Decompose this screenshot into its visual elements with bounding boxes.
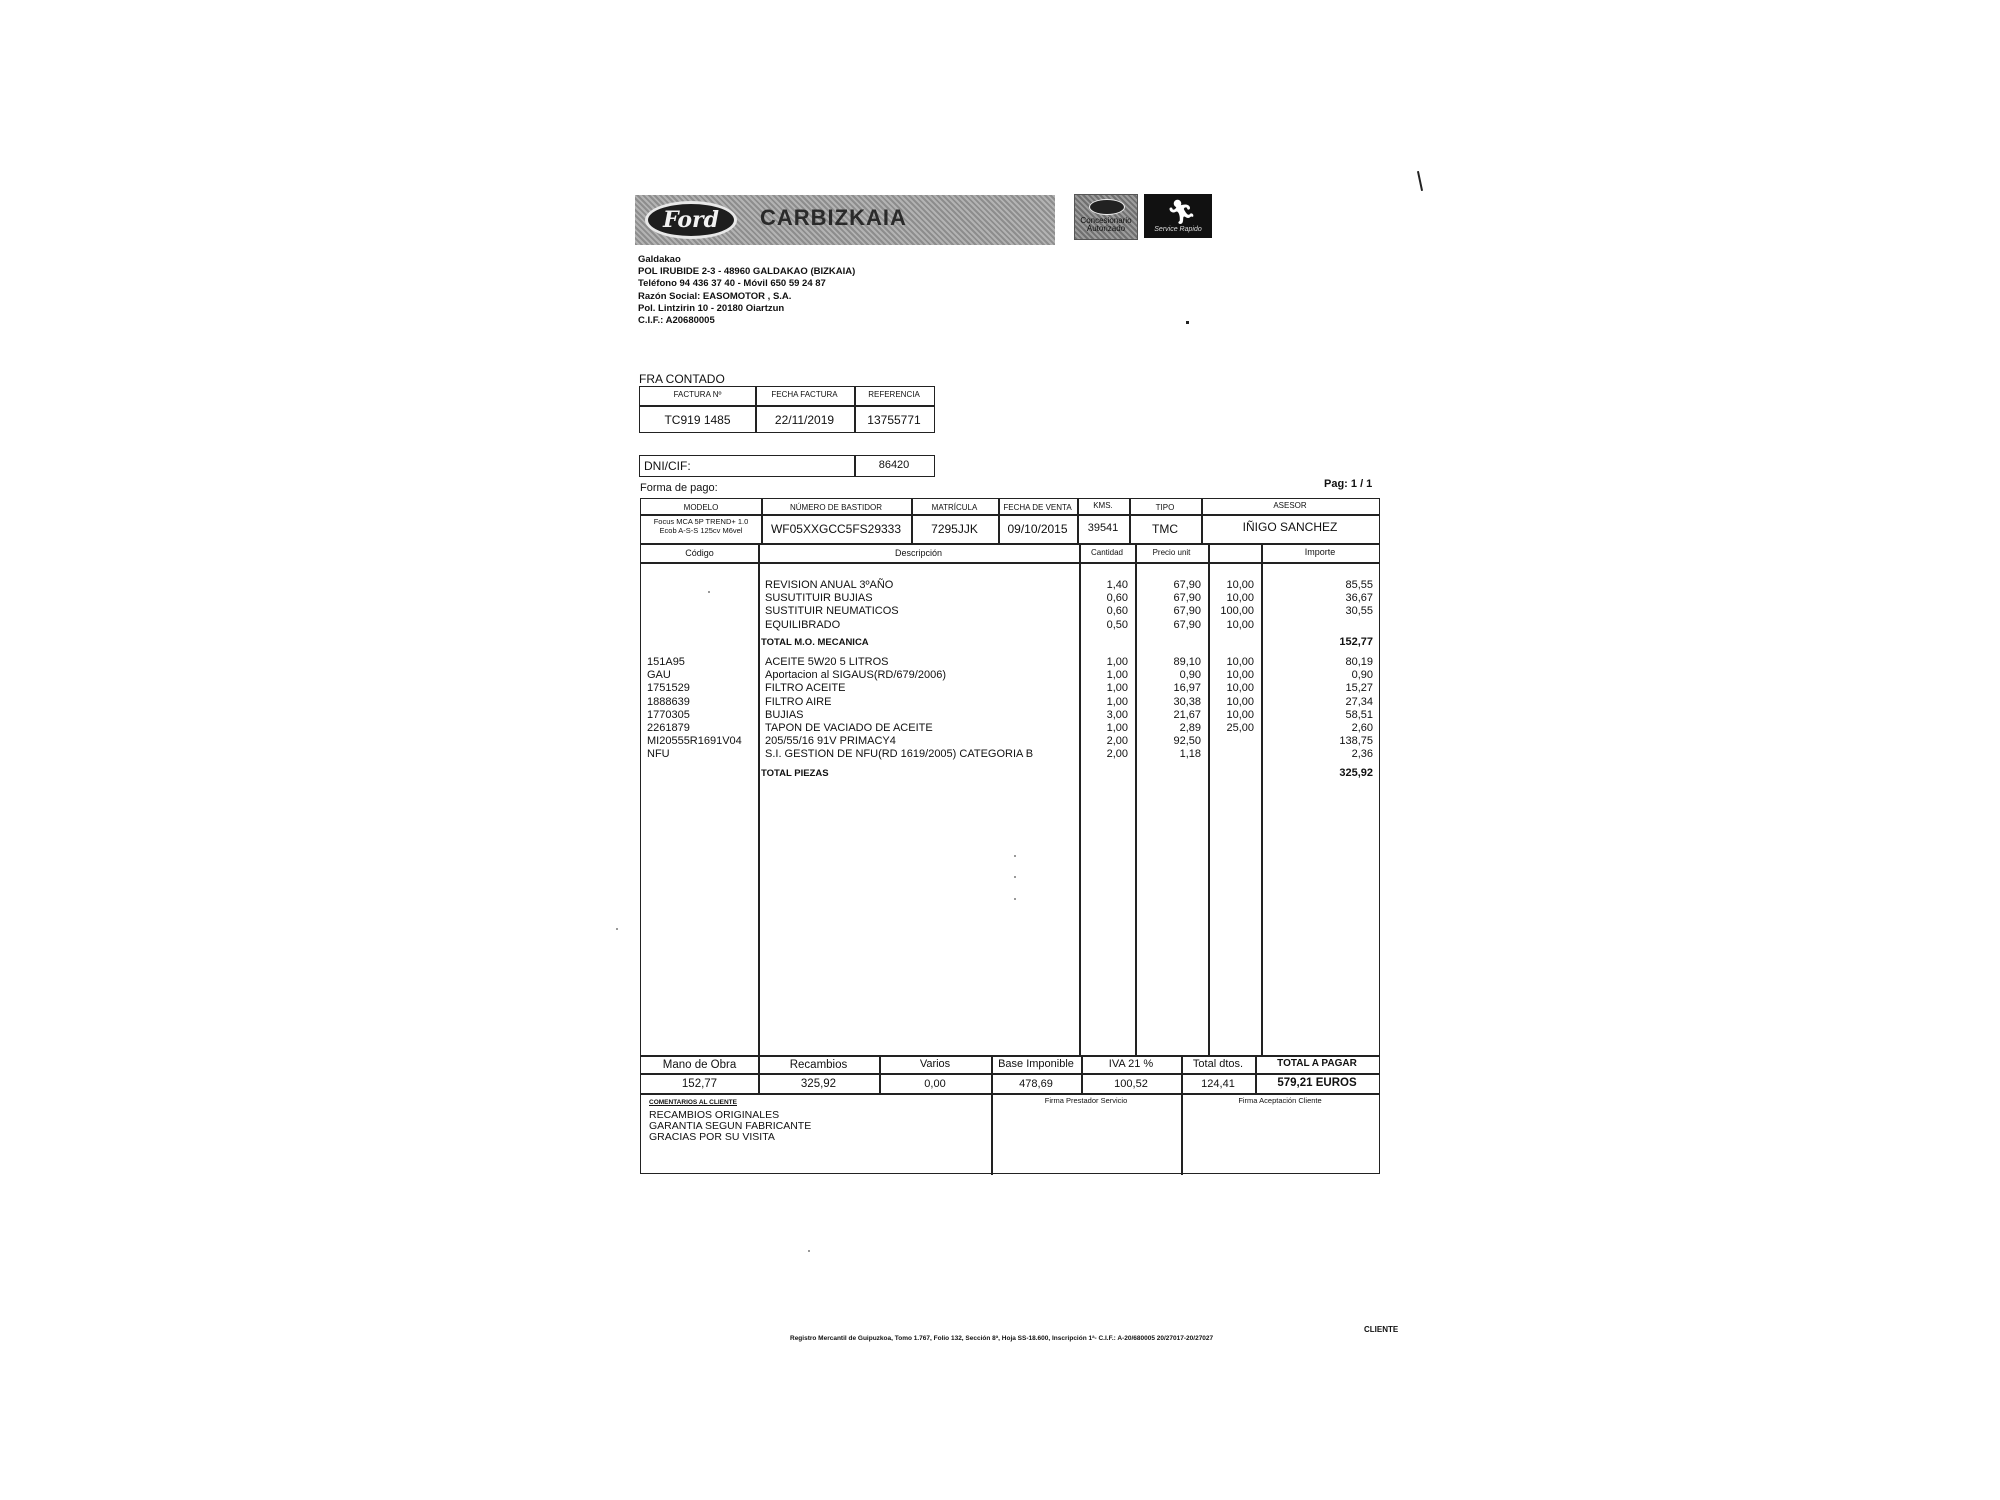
part-dto: 25,00 bbox=[1226, 722, 1254, 735]
importe-header: Importe bbox=[1304, 547, 1336, 557]
firma-prestador-label: Firma Prestador Servicio bbox=[1044, 1096, 1128, 1105]
vehicle-model-line2: Ecob A-S-S 125cv M6vel bbox=[659, 526, 743, 535]
invoice-ref-label: REFERENCIA bbox=[868, 390, 920, 399]
invoice-ref: 13755771 bbox=[867, 413, 921, 427]
invoice-number: TC919 1485 bbox=[664, 413, 731, 427]
part-price: 30,38 bbox=[1173, 695, 1201, 708]
parts-total-label: TOTAL PIEZAS bbox=[761, 768, 829, 779]
runner-icon: 🏃︎ bbox=[1166, 199, 1197, 226]
part-qty: 1,00 bbox=[1106, 695, 1128, 708]
copy-label: CLIENTE bbox=[1364, 1325, 1399, 1334]
labor-price-col bbox=[1135, 579, 1201, 632]
part-amount: 80,19 bbox=[1345, 656, 1373, 668]
comments-label: COMENTARIOS AL CLIENTE bbox=[649, 1099, 737, 1106]
total-dtos-label: Total dtos. bbox=[1192, 1058, 1244, 1070]
labor-line-desc: EQUILIBRADO bbox=[765, 618, 841, 631]
company-line: Pol. Lintzirin 10 - 20180 Oiartzun bbox=[638, 302, 785, 314]
advisor-name: IÑIGO SANCHEZ bbox=[1242, 520, 1338, 534]
invoice-number-label: FACTURA Nº bbox=[673, 390, 722, 399]
scan-mark bbox=[1417, 171, 1423, 191]
comment-line: GARANTIA SEGUN FABRICANTE bbox=[649, 1120, 812, 1132]
comment-line: RECAMBIOS ORIGINALES bbox=[649, 1109, 780, 1121]
part-price: 0,90 bbox=[1179, 669, 1201, 682]
part-desc: TAPON DE VACIADO DE ACEITE bbox=[765, 722, 933, 735]
company-line: Galdakao bbox=[638, 254, 681, 265]
part-price: 1,18 bbox=[1179, 748, 1201, 761]
service-badge-text: Service Rapido bbox=[1154, 226, 1202, 233]
invoice-date-label: FECHA FACTURA bbox=[771, 390, 838, 399]
cantidad-header: Cantidad bbox=[1090, 548, 1124, 557]
payment-method-label: Forma de pago: bbox=[640, 482, 718, 494]
scan-dot bbox=[1186, 321, 1189, 324]
mano-obra-value: 152,77 bbox=[681, 1078, 718, 1090]
ford-mini-logo bbox=[1089, 199, 1125, 215]
labor-desc-col bbox=[765, 579, 899, 632]
scan-speck bbox=[1014, 898, 1016, 900]
labor-line-price: 67,90 bbox=[1173, 618, 1201, 631]
precio-header: Precio unit bbox=[1152, 548, 1191, 557]
vehicle-kms: 39541 bbox=[1087, 522, 1119, 534]
labor-line-dto: 100,00 bbox=[1220, 605, 1254, 618]
brand-name: CARBIZKAIA bbox=[760, 205, 907, 230]
recambios-label: Recambios bbox=[789, 1059, 848, 1071]
part-price: 16,97 bbox=[1173, 682, 1201, 695]
part-amount: 138,75 bbox=[1339, 735, 1373, 748]
part-qty: 2,00 bbox=[1106, 735, 1128, 748]
tipo-label: TIPO bbox=[1155, 503, 1175, 512]
part-amount: 2,36 bbox=[1351, 748, 1373, 761]
parts-qty-col bbox=[1079, 656, 1128, 762]
dni-value: 86420 bbox=[878, 459, 910, 471]
ford-logo-text: Ford bbox=[662, 207, 720, 233]
part-price: 2,89 bbox=[1179, 722, 1201, 735]
labor-total-amount: 152,77 bbox=[1339, 636, 1373, 648]
company-info bbox=[638, 254, 855, 327]
scan-speck bbox=[1014, 876, 1016, 878]
labor-line-qty: 0,60 bbox=[1106, 605, 1128, 618]
iva-value: 100,52 bbox=[1114, 1078, 1148, 1090]
vehicle-vin: WF05XXGCC5FS29333 bbox=[770, 522, 902, 536]
part-amount: 0,90 bbox=[1351, 669, 1373, 682]
part-amount: 27,34 bbox=[1345, 695, 1373, 708]
part-dto: 10,00 bbox=[1226, 695, 1254, 708]
scan-speck bbox=[1014, 855, 1016, 857]
total-dtos-value: 124,41 bbox=[1201, 1078, 1235, 1090]
registro-mercantil: Registro Mercantil de Guipuzkoa, Tomo 1.767, Folio 132, Sección 8ª, Hoja SS-18.600, Inscripción 1ª- C.I.F.: A-20/680005 20/27017-20/27027 bbox=[790, 1335, 1214, 1342]
codigo-header: Código bbox=[685, 548, 714, 558]
parts-total-amount: 325,92 bbox=[1339, 767, 1373, 779]
labor-amount-col bbox=[1261, 579, 1373, 632]
part-dto: 10,00 bbox=[1226, 708, 1254, 721]
part-price: 21,67 bbox=[1173, 708, 1201, 721]
part-price: 92,50 bbox=[1173, 735, 1201, 748]
ford-logo bbox=[645, 201, 737, 239]
labor-total-label: TOTAL M.O. MECANICA bbox=[761, 637, 869, 648]
part-code: GAU bbox=[647, 669, 671, 682]
comments-lines bbox=[649, 1110, 811, 1143]
part-qty: 1,00 bbox=[1106, 682, 1128, 695]
vehicle-sale-date: 09/10/2015 bbox=[1007, 522, 1068, 536]
labor-line-amount: 36,67 bbox=[1345, 592, 1373, 605]
labor-line-dto: 10,00 bbox=[1226, 579, 1254, 591]
firma-cliente-label: Firma Aceptación Cliente bbox=[1238, 1096, 1322, 1105]
part-desc: ACEITE 5W20 5 LITROS bbox=[765, 656, 889, 668]
concesionario-badge bbox=[1074, 194, 1138, 240]
labor-line-amount: 30,55 bbox=[1345, 605, 1373, 618]
invoice-type: FRA CONTADO bbox=[639, 372, 725, 386]
part-qty: 2,00 bbox=[1106, 748, 1128, 761]
part-qty: 1,00 bbox=[1106, 722, 1128, 735]
labor-dto-col bbox=[1208, 579, 1254, 632]
part-desc: FILTRO AIRE bbox=[765, 695, 832, 708]
matricula-label: MATRÍCULA bbox=[931, 503, 978, 512]
labor-line-dto: 10,00 bbox=[1226, 592, 1254, 605]
invoice-date: 22/11/2019 bbox=[774, 413, 835, 427]
parts-price-col bbox=[1135, 656, 1201, 762]
parts-dto-col bbox=[1208, 656, 1254, 735]
fecha-venta-label: FECHA DE VENTA bbox=[1003, 503, 1072, 512]
part-desc: S.I. GESTION DE NFU(RD 1619/2005) CATEGORIA B bbox=[765, 748, 1034, 761]
part-qty: 3,00 bbox=[1106, 708, 1128, 721]
company-line: POL IRUBIDE 2-3 - 48960 GALDAKAO (BIZKAIA) bbox=[638, 266, 856, 278]
part-dto: 10,00 bbox=[1226, 682, 1254, 695]
part-code: 151A95 bbox=[647, 656, 685, 668]
part-qty: 1,00 bbox=[1106, 656, 1128, 668]
iva-label: IVA 21 % bbox=[1108, 1058, 1154, 1070]
part-amount: 58,51 bbox=[1345, 708, 1373, 721]
company-line: C.I.F.: A20680005 bbox=[638, 315, 715, 327]
labor-line-qty: 0,50 bbox=[1106, 618, 1128, 631]
scan-speck bbox=[708, 591, 710, 593]
company-line: Razón Social: EASOMOTOR , S.A. bbox=[638, 290, 792, 302]
service-badge bbox=[1144, 194, 1212, 238]
total-pagar-label: TOTAL A PAGAR bbox=[1277, 1058, 1357, 1069]
dni-label: DNI/CIF: bbox=[644, 459, 691, 473]
vehicle-type: TMC bbox=[1152, 522, 1178, 536]
part-dto: 10,00 bbox=[1226, 669, 1254, 682]
part-desc: BUJIAS bbox=[765, 708, 804, 721]
vehicle-plate: 7295JJK bbox=[931, 522, 978, 536]
part-amount: 2,60 bbox=[1351, 722, 1373, 735]
scan-speck bbox=[808, 1250, 810, 1252]
invoice-table bbox=[640, 498, 1380, 1174]
labor-line-dto: 10,00 bbox=[1226, 618, 1254, 631]
recambios-value: 325,92 bbox=[800, 1078, 837, 1090]
parts-desc-col bbox=[765, 656, 1033, 762]
mano-obra-label: Mano de Obra bbox=[662, 1059, 737, 1071]
part-desc: Aportacion al SIGAUS(RD/679/2006) bbox=[765, 669, 946, 682]
labor-line-price: 67,90 bbox=[1173, 592, 1201, 605]
base-imponible-value: 478,69 bbox=[1019, 1078, 1053, 1090]
labor-qty-col bbox=[1079, 579, 1128, 632]
total-pagar-value: 579,21 EUROS bbox=[1277, 1077, 1357, 1089]
part-code: NFU bbox=[647, 748, 670, 761]
descripcion-header: Descripción bbox=[894, 548, 943, 558]
kms-label: KMS. bbox=[1093, 501, 1113, 510]
part-dto: 10,00 bbox=[1226, 656, 1254, 668]
labor-line-desc: REVISION ANUAL 3ºAÑO bbox=[765, 579, 894, 591]
part-amount: 15,27 bbox=[1345, 682, 1373, 695]
invoice-box bbox=[639, 386, 935, 433]
page-number: Pag: 1 / 1 bbox=[1324, 478, 1373, 490]
part-price: 89,10 bbox=[1173, 656, 1201, 668]
scan-speck bbox=[616, 928, 618, 930]
varios-label: Varios bbox=[919, 1058, 951, 1070]
vehicle-model-line1: Focus MCA 5P TREND+ 1.0 bbox=[653, 517, 749, 526]
labor-line-qty: 1,40 bbox=[1106, 579, 1128, 591]
part-code: 1751529 bbox=[647, 682, 690, 695]
labor-line-price: 67,90 bbox=[1173, 605, 1201, 618]
part-code: 1888639 bbox=[647, 695, 690, 708]
part-code: 1770305 bbox=[647, 708, 690, 721]
part-desc: FILTRO ACEITE bbox=[765, 682, 846, 695]
part-code: 2261879 bbox=[647, 722, 690, 735]
company-line: Teléfono 94 436 37 40 - Móvil 650 59 24 87 bbox=[638, 278, 826, 290]
parts-amount-col bbox=[1261, 656, 1373, 762]
labor-line-price: 67,90 bbox=[1173, 579, 1201, 591]
labor-line-amount: 85,55 bbox=[1345, 579, 1373, 591]
bastidor-label: NÚMERO DE BASTIDOR bbox=[789, 503, 882, 512]
base-imponible-label: Base Imponible bbox=[998, 1058, 1074, 1070]
part-desc: 205/55/16 91V PRIMACY4 bbox=[765, 735, 896, 748]
parts-code-col bbox=[647, 656, 742, 762]
varios-value: 0,00 bbox=[924, 1078, 946, 1090]
asesor-label: ASESOR bbox=[1273, 501, 1307, 510]
part-code: MI20555R1691V04 bbox=[647, 735, 742, 748]
labor-line-qty: 0,60 bbox=[1106, 592, 1128, 605]
labor-line-desc: SUSUTITUIR BUJIAS bbox=[765, 592, 873, 605]
brand-banner bbox=[635, 195, 1055, 245]
labor-line-desc: SUSTITUIR NEUMATICOS bbox=[765, 605, 899, 618]
modelo-label: MODELO bbox=[683, 503, 719, 512]
part-qty: 1,00 bbox=[1106, 669, 1128, 682]
concesionario-badge-text: Concesionario Autorizado bbox=[1080, 216, 1132, 233]
dni-box bbox=[639, 455, 935, 477]
comment-line: GRACIAS POR SU VISITA bbox=[649, 1131, 775, 1143]
